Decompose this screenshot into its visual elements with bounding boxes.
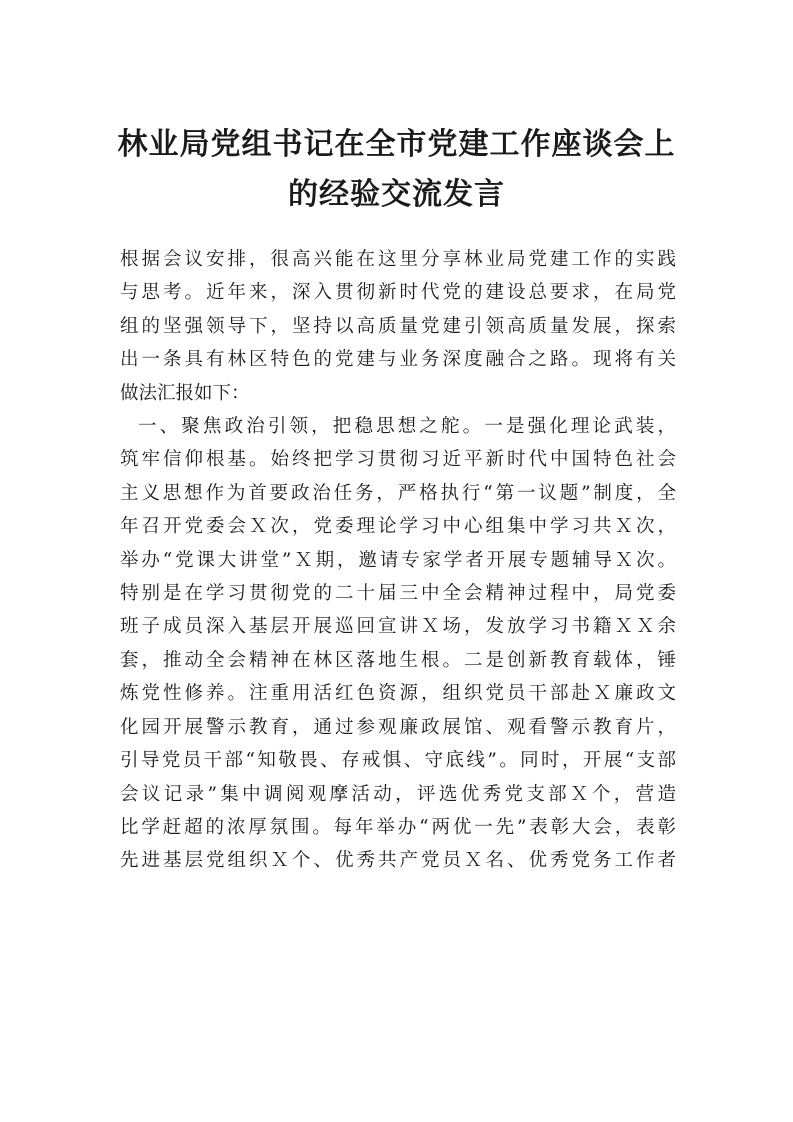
text-line: 会议记录”集中调阅观摩活动，评选优秀党支部Ｘ个，营造 <box>120 783 676 805</box>
text-line: 组的坚强领导下，坚持以高质量党建引领高质量发展，探索 <box>120 315 676 337</box>
document-title <box>110 120 683 220</box>
text-line: 一、聚焦政治引领，把稳思想之舵。一是强化理论武装， <box>138 416 676 438</box>
text-line: 化园开展警示教育，通过参观廉政展馆、观看警示教育片， <box>120 716 676 738</box>
title-line-1: 林业局党组书记在全市党建工作座谈会上 <box>117 127 676 162</box>
text-line: 炼党性修养。注重用活红色资源，组织党员干部赴Ｘ廉政文 <box>120 683 676 705</box>
document-body <box>120 243 676 878</box>
text-line: 根据会议安排，很高兴能在这里分享林业局党建工作的实践 <box>120 249 676 270</box>
text-line: 与思考。近年来，深入贯彻新时代党的建设总要求，在局党 <box>120 282 676 304</box>
text-line: 出一条具有林区特色的党建与业务深度融合之路。现将有关 <box>120 349 676 371</box>
text-line: 举办“党课大讲堂”Ｘ期，邀请专家学者开展专题辅导Ｘ次。 <box>120 549 676 571</box>
text-line: 年召开党委会Ｘ次，党委理论学习中心组集中学习共Ｘ次， <box>120 516 676 538</box>
text-line: 比学赶超的浓厚氛围。每年举办“两优一先”表彰大会，表彰 <box>120 816 676 838</box>
paragraph-intro <box>120 243 676 410</box>
text-line: 筑牢信仰根基。始终把学习贯彻习近平新时代中国特色社会 <box>120 449 676 471</box>
text-line: 先进基层党组织Ｘ个、优秀共产党员Ｘ名、优秀党务工作者 <box>120 850 676 872</box>
text-line: 做法汇报如下： <box>120 382 250 404</box>
paragraph-section-1 <box>120 410 676 878</box>
text-line: 主义思想作为首要政治任务，严格执行“第一议题”制度，全 <box>120 482 676 504</box>
text-line: 班子成员深入基层开展巡回宣讲Ｘ场，发放学习书籍ＸＸ余 <box>120 616 676 638</box>
text-line: 特别是在学习贯彻党的二十届三中全会精神过程中，局党委 <box>120 583 676 605</box>
text-line: 引导党员干部“知敬畏、存戒惧、守底线”。同时，开展“支部 <box>120 750 676 772</box>
text-line: 套，推动全会精神在林区落地生根。二是创新教育载体，锤 <box>120 649 676 671</box>
title-line-2: 的经验交流发言 <box>288 177 505 212</box>
